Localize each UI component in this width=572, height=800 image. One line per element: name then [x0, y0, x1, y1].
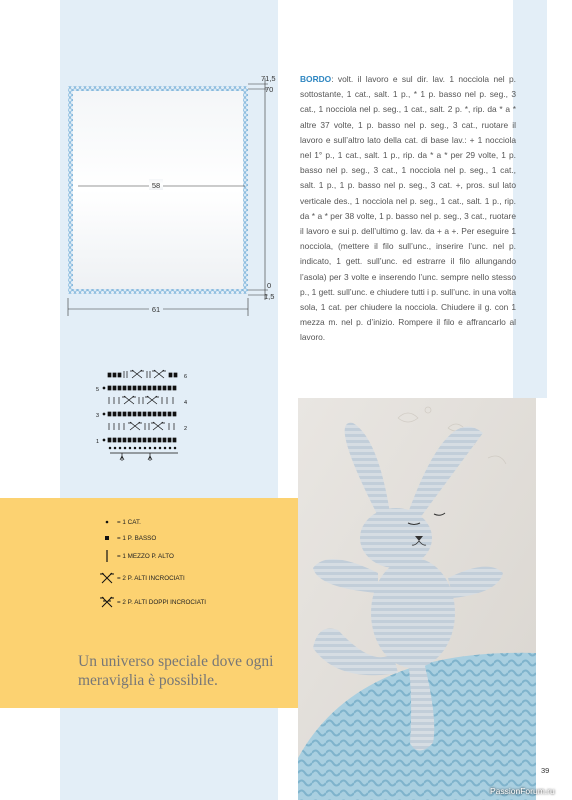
pattern-instructions	[300, 72, 516, 346]
square-icon	[100, 535, 114, 541]
legend-item-chain	[100, 514, 206, 530]
legend-label: = 1 P. BASSO	[117, 534, 157, 542]
dot-icon	[100, 519, 114, 525]
legend-item-half-double	[100, 546, 206, 566]
bunny-body	[371, 558, 455, 668]
dim-height: 58	[151, 181, 161, 190]
chart-row-2	[109, 422, 174, 430]
border-heading: BORDO	[300, 74, 332, 84]
row-label-3: 3	[96, 413, 100, 419]
dim-bottom-inner: 0	[267, 281, 272, 290]
chart-row-6	[108, 370, 177, 378]
legend-label: = 2 P. ALTI INCROCIATI	[117, 574, 185, 582]
stitch-chart	[92, 366, 192, 466]
legend-label: = 2 P. ALTI DOPPI INCROCIATI	[117, 598, 207, 606]
row-label-5: 5	[96, 387, 100, 393]
schematic-drawing	[60, 70, 290, 320]
crossed-double-trebles-icon	[100, 595, 114, 609]
chart-row-1	[103, 438, 176, 442]
legend-label: = 1 CAT.	[117, 518, 141, 526]
dim-bottom-outer: 1,5	[264, 292, 275, 301]
dim-top-outer: 71,5	[261, 74, 276, 83]
dim-width: 61	[151, 305, 161, 314]
row-label-1: 1	[96, 439, 100, 445]
legend-label: = 1 MEZZO P. ALTO	[117, 552, 174, 560]
bunny-illustration	[298, 398, 536, 800]
row-label-6: 6	[184, 374, 188, 380]
bunny-photo	[298, 398, 536, 800]
legend-item-crossed-double-trebles	[100, 590, 206, 614]
chart-row-5	[103, 386, 176, 390]
stitch-legend	[100, 514, 206, 614]
chart-foundation	[109, 447, 178, 461]
bar-icon	[100, 549, 114, 563]
right-blue-strip	[513, 0, 547, 398]
legend-item-single-crochet	[100, 530, 206, 546]
chart-row-3	[103, 412, 176, 416]
row-label-2: 2	[184, 426, 188, 432]
dim-top-inner: 70	[265, 85, 274, 94]
page-number: 39	[541, 766, 550, 775]
chart-row-4	[109, 396, 173, 404]
crossed-trebles-icon	[100, 571, 114, 585]
row-label-4: 4	[184, 400, 188, 406]
watermark: PassionForum.ru	[490, 786, 555, 796]
tagline: Un universo speciale dove ogni meraviglia è possibile.	[78, 653, 274, 689]
blanket-schematic	[60, 70, 290, 320]
legend-item-crossed-trebles	[100, 566, 206, 590]
border-instructions: : volt. il lavoro e sul dir. lav. 1 nocciola nel p. sottostante, 1 cat., salt. 1 p., * 1 p. basso nel p. seg., 3 cat., 1 nocciola nel p. seg., 1 cat., salt. 2 p. *, rip. da * a * altre 37 volte, 1 p. basso nel p. seg., 3 cat., ruotare il lavoro e sull’altro lato della cat. di base lav.: + 1 nocciola nel 1° p., 1 cat., salt. 1 p., rip. da * a * per 29 volte, 1 p. basso nel p. seg., 3 cat., 1 nocciola nel p. seg., 1 cat., salt. 1 p., 1 p. basso nel p. seg., 3 cat. +, pros. sul lato verticale des., 1 nocciola nel p. seg., 1 cat., salt. 1 p., rip. da * a * per 38 volte, 1 p. basso nel p. seg., 3 cat., ruotare il lavoro e sui p. dell’ultimo g. lav. da + a +. Per eseguire 1 nocciola, (mettere il filo sull’unc., inserire l’unc. nel p. indicato, 1 gett. sull’unc. ed estrarre il filo allungando l’asola) per 3 volte e inserendo l’unc. sempre nello stesso p., 1 gett. sull’unc. e chiudere tutti i p. sull’unc. in una volta sola, 1 cat. per chiudere la nocciola. Chiudere il g. con 1 mezza m. nel p. d’inizio. Rompere il filo e affrancarlo al lavoro.	[300, 74, 517, 343]
